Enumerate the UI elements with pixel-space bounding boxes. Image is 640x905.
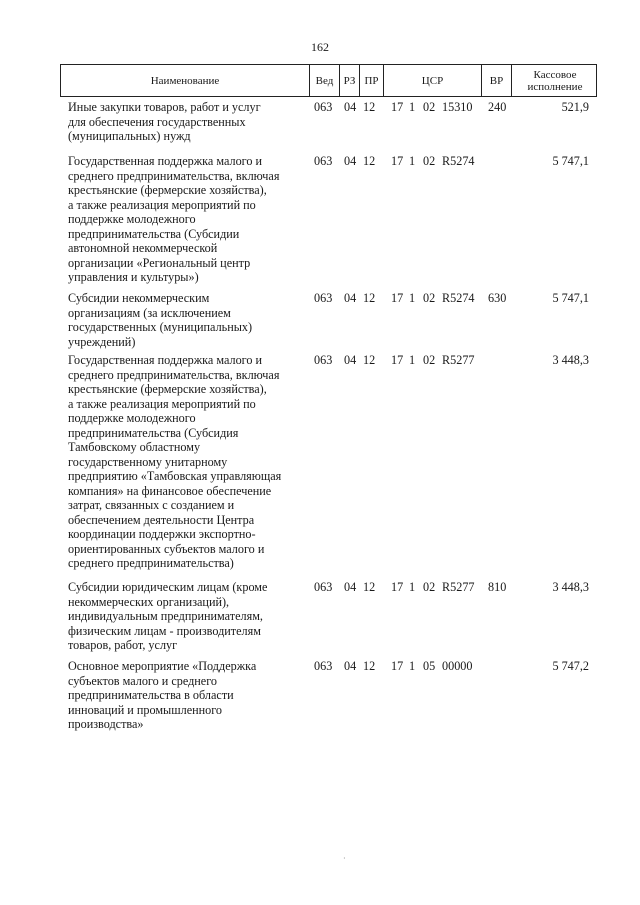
row-rz: 04 — [344, 154, 357, 168]
row-rz: 04 — [344, 353, 357, 367]
row-rz: 04 — [344, 291, 357, 305]
row-csr4: 00000 — [442, 659, 473, 673]
scan-speck: · — [343, 854, 346, 863]
row-name: Субсидии юридическим лицам (кроме некоммерческих организаций), индивидуальным предпринимателям, физическим лицам - производителям товаров, работ, услуг — [68, 580, 268, 652]
row-pr: 12 — [363, 291, 376, 305]
row-csr3: 02 — [423, 353, 436, 367]
row-csr1: 17 — [391, 154, 404, 168]
row-amount: 5 747,1 — [552, 291, 589, 305]
header-vr: ВР — [481, 65, 511, 96]
row-csr3: 02 — [423, 100, 436, 114]
row-name: Субсидии некоммерческим организациям (за исключением государственных (муниципальных) учреждений) — [68, 291, 253, 349]
header-csr: ЦСР — [383, 65, 481, 96]
row-amount: 3 448,3 — [552, 353, 589, 367]
row-csr2: 1 — [409, 100, 416, 114]
table-header — [60, 64, 597, 97]
row-csr3: 02 — [423, 580, 436, 594]
row-amount: 3 448,3 — [552, 580, 589, 594]
row-rz: 04 — [344, 100, 357, 114]
row-csr1: 17 — [391, 353, 404, 367]
row-csr2: 1 — [409, 353, 416, 367]
row-pr: 12 — [363, 154, 376, 168]
row-vr: 630 — [488, 291, 507, 305]
row-csr1: 17 — [391, 659, 404, 673]
header-pr: ПР — [359, 65, 383, 96]
row-ved: 063 — [314, 580, 333, 594]
row-csr2: 1 — [409, 580, 416, 594]
row-amount: 5 747,1 — [552, 154, 589, 168]
header-name: Наименование — [150, 74, 220, 87]
row-csr3: 02 — [423, 291, 436, 305]
row-ved: 063 — [314, 353, 333, 367]
page-number: 162 — [311, 40, 329, 54]
row-name: Иные закупки товаров, работ и услуг для обеспечения государственных (муниципальных) нужд — [68, 100, 261, 143]
row-csr1: 17 — [391, 291, 404, 305]
header-ved: Вед — [309, 65, 339, 96]
row-csr3: 02 — [423, 154, 436, 168]
row-csr2: 1 — [409, 291, 416, 305]
row-rz: 04 — [344, 659, 357, 673]
row-pr: 12 — [363, 659, 376, 673]
row-csr4: R5274 — [442, 291, 475, 305]
row-csr4: R5277 — [442, 580, 475, 594]
row-ved: 063 — [314, 291, 333, 305]
row-pr: 12 — [363, 100, 376, 114]
row-vr: 810 — [488, 580, 507, 594]
row-csr2: 1 — [409, 659, 416, 673]
row-vr: 240 — [488, 100, 507, 114]
row-pr: 12 — [363, 580, 376, 594]
row-csr4: R5274 — [442, 154, 475, 168]
row-ved: 063 — [314, 659, 333, 673]
row-pr: 12 — [363, 353, 376, 367]
row-csr1: 17 — [391, 580, 404, 594]
header-amount: Кассовое исполнение — [511, 65, 598, 96]
row-rz: 04 — [344, 580, 357, 594]
row-csr4: R5277 — [442, 353, 475, 367]
row-csr3: 05 — [423, 659, 436, 673]
header-rz: РЗ — [339, 65, 359, 96]
row-name: Государственная поддержка малого и среднего предпринимательства, включая крестьянские (фермерские хозяйства), а также реализация мероприятий по поддержке молодежного предпринимательства (Субсидия Тамбовскому областному государственному унитарному предприятию «Тамбовская управляющая компания» на финансовое обеспечение затрат, связанных с созданием и обеспечением деятельности Центра координации поддержки экспортно- ориентированных субъектов малого и среднего предпринимательства) — [68, 353, 282, 570]
row-csr2: 1 — [409, 154, 416, 168]
row-csr1: 17 — [391, 100, 404, 114]
row-csr4: 15310 — [442, 100, 473, 114]
row-ved: 063 — [314, 154, 333, 168]
row-amount: 5 747,2 — [552, 659, 589, 673]
row-name: Государственная поддержка малого и среднего предпринимательства, включая крестьянские (фермерские хозяйства), а также реализация мероприятий по поддержке молодежного предпринимательства (Субсидии автономной некоммерческой организации «Региональный центр управления и культуры») — [68, 154, 280, 284]
row-ved: 063 — [314, 100, 333, 114]
row-name: Основное мероприятие «Поддержка субъектов малого и среднего предпринимательства в области инноваций и промышленного производства» — [68, 659, 257, 731]
row-amount: 521,9 — [561, 100, 589, 114]
